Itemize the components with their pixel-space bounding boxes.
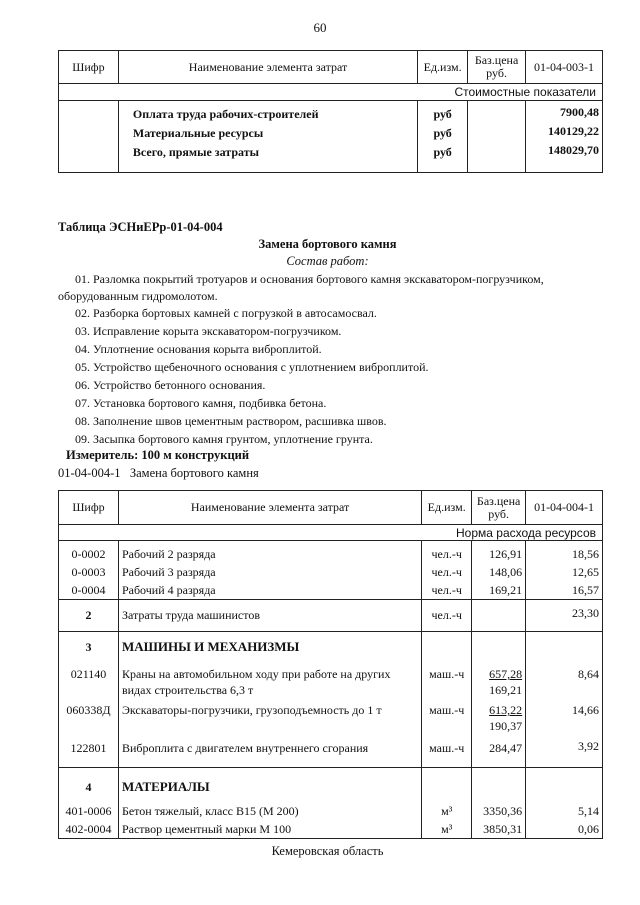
table-subtitle: 01-04-004-1 Замена бортового камня (58, 466, 259, 480)
row-code: 2 (59, 600, 119, 632)
composition-label: Состав работ: (286, 254, 369, 268)
row-value: 3,92 (578, 739, 599, 753)
work-item: 08. Заполнение швов цементным раствором, расшивка швов. (75, 414, 387, 428)
row-code: 0-0003 (71, 565, 106, 579)
section-heading: Замена бортового камня (258, 237, 397, 251)
cost-name: Оплата труда рабочих-строителей (132, 107, 319, 121)
row-unit: чел.-ч (431, 565, 462, 579)
materials-block (59, 768, 603, 839)
cost-unit: руб (433, 107, 452, 121)
work-item: 06. Устройство бетонного основания. (75, 378, 266, 392)
header-unit: Ед.изм. (422, 491, 472, 525)
row-price: 3850,31 (483, 822, 523, 836)
row-value: 18,56 (572, 547, 599, 561)
row-value: 12,65 (572, 565, 599, 579)
work-item: 09. Засыпка бортового камня грунтом, уплотнение грунта. (75, 432, 373, 446)
cost-value: 7900,48 (560, 105, 599, 119)
group-code: 3 (85, 640, 92, 654)
row-name: Затраты труда машинистов (118, 600, 421, 632)
row-value: 14,66 (572, 703, 599, 717)
row-value: 0,06 (578, 822, 599, 836)
header-name: Наименование элемента затрат (118, 491, 421, 525)
row-name: Экскаваторы-погрузчики, грузоподъемность до 1 т (121, 703, 382, 717)
work-item: 04. Уплотнение основания корыта виброплитой. (75, 342, 322, 356)
table-row (59, 600, 603, 632)
page-number: 60 (313, 20, 327, 35)
row-unit: маш.-ч (429, 703, 465, 717)
group-name: МАШИНЫ И МЕХАНИЗМЫ (121, 639, 300, 654)
row-price: 169,21 (489, 683, 523, 697)
row-name: Рабочий 3 разряда (121, 565, 216, 579)
cost-units (418, 101, 468, 173)
row-price: 3350,36 (483, 804, 523, 818)
header-id: 01-04-004-1 (526, 491, 603, 525)
work-item: 05. Устройство щебеночного основания с уплотнением виброплитой. (75, 360, 429, 374)
page-footer: Кемеровская область (271, 844, 384, 858)
cost-name: Всего, прямые затраты (132, 145, 259, 159)
row-unit: чел.-ч (431, 547, 462, 561)
row-name: Раствор цементный марки М 100 (121, 822, 292, 836)
machines-block (59, 632, 603, 768)
work-item: 02. Разборка бортовых камней с погрузкой в автосамосвал. (75, 306, 377, 320)
cost-name: Материальные ресурсы (132, 126, 264, 140)
row-price: 126,91 (489, 547, 523, 561)
row-price: 148,06 (489, 565, 523, 579)
row-name: Краны на автомобильном ходу при работе на других видах строительства 6,3 т (121, 667, 391, 697)
cost-unit: руб (433, 126, 452, 140)
subheader: Стоимостные показатели (59, 84, 603, 101)
row-code: 401-0006 (65, 804, 112, 818)
row-value: 16,57 (572, 583, 599, 597)
row-value: 8,64 (578, 667, 599, 681)
cost-values (526, 101, 603, 173)
header-name: Наименование элемента затрат (118, 51, 417, 84)
row-code: 0-0004 (71, 583, 106, 597)
work-item: 03. Исправление корыта экскаватором-погрузчиком. (75, 324, 342, 338)
row-code: 402-0004 (65, 822, 112, 836)
header-id: 01-04-003-1 (526, 51, 603, 84)
row-unit: м³ (441, 804, 453, 818)
row-price: 657,28 (489, 667, 523, 681)
row-value: 5,14 (578, 804, 599, 818)
header-code: Шифр (59, 51, 119, 84)
row-name: Рабочий 4 разряда (121, 583, 216, 597)
row-code: 0-0002 (71, 547, 106, 561)
row-unit: маш.-ч (429, 667, 465, 681)
header-price: Баз.цена руб. (472, 491, 526, 525)
header-price: Баз.цена руб. (468, 51, 526, 84)
table-title: Таблица ЭСНиЕРр-01-04-004 (58, 220, 223, 234)
group-name: МАТЕРИАЛЫ (121, 779, 210, 794)
group-code: 4 (85, 780, 92, 794)
row-value: 23,30 (526, 600, 603, 632)
subheader: Норма расхода ресурсов (59, 525, 603, 541)
cost-value: 148029,70 (548, 143, 599, 157)
codes-cell (59, 101, 119, 173)
row-name: Бетон тяжелый, класс В15 (М 200) (121, 804, 299, 818)
row-price: 284,47 (489, 741, 523, 755)
row-price: 169,21 (489, 583, 523, 597)
cost-unit: руб (433, 145, 452, 159)
row-price: 613,22 (489, 703, 523, 717)
row-unit: м³ (441, 822, 453, 836)
work-item: оборудованным гидромолотом. (58, 289, 218, 303)
cost-value: 140129,22 (548, 124, 599, 138)
work-item: 07. Установка бортового камня, подбивка бетона. (75, 396, 327, 410)
header-code: Шифр (59, 491, 119, 525)
row-code: 021140 (70, 667, 107, 681)
price-cell (468, 101, 526, 173)
table-row (59, 541, 603, 600)
row-unit: чел.-ч (422, 600, 472, 632)
header-unit: Ед.изм. (418, 51, 468, 84)
resource-table-01-04-004-1 (58, 490, 603, 839)
row-code: 060338Д (66, 703, 111, 717)
row-name: Рабочий 2 разряда (121, 547, 216, 561)
measure: Измеритель: 100 м конструкций (66, 448, 250, 462)
cost-table-01-04-003-1 (58, 50, 603, 173)
cost-names (118, 101, 417, 173)
row-price: 190,37 (489, 719, 523, 733)
work-item: 01. Разломка покрытий тротуаров и основания бортового камня экскаватором-погрузчиком, (75, 272, 544, 286)
row-name: Виброплита с двигателем внутреннего сгорания (121, 741, 369, 755)
row-unit: чел.-ч (431, 583, 462, 597)
row-code: 122801 (70, 741, 107, 755)
row-unit: маш.-ч (429, 741, 465, 755)
